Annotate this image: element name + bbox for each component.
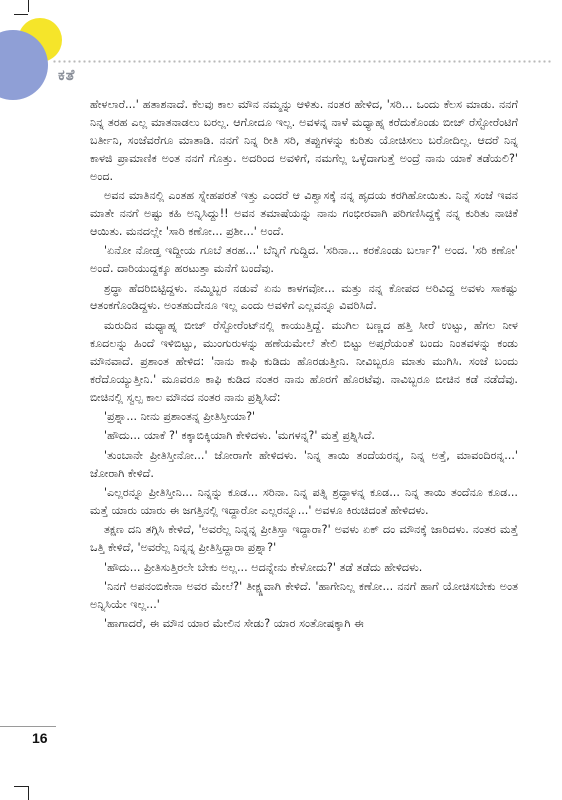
paragraph: ಹೇಳಲಾರೆ...' ಹತಾಶನಾದೆ. ಕೆಲವು ಕಾಲ ಮೌನ ನಮ್ಮನ್ನು ಆಳಿತು. ನಂತರ ಹೇಳಿದ, 'ಸರಿ... ಒಂದು ಕೆಲಸ ಮಾಡು. ನನಗೆ ನಿನ್ನ ತರಹ ಎಲ್ಲ ಮಾತನಾಡಲು ಬರಲ್ಲ. ಆಗೋದೂ ಇಲ್ಲ. ಅವಳನ್ನ ನಾಳೆ ಮಧ್ಯಾಹ್ನ ಕರೆದುಕೊಂಡು ಬೀಚ್ ರೆಸ್ಟೋರೆಂಟಿಗೆ ಬರ್ತೀನಿ, ಸಂಜೆವರೆಗೂ ಮಾತಾಡಿ. ನನಗೆ ನಿನ್ನ ರೀತಿ ಸರಿ, ತಪ್ಪುಗಳನ್ನು ಕುರಿತು ಯೋಚಿಸಲು ಬರೋದಿಲ್ಲ. ಆದರೆ ನಿನ್ನ ಕಾಳಜಿ ಪ್ರಾಮಾಣಿಕ ಅಂತ ನನಗೆ ಗೊತ್ತು. ಅದರಿಂದ ಅವಳಿಗೆ, ನಮಗೆಲ್ಲ ಒಳ್ಳೆದಾಗುತ್ತೆ ಅಂದ್ರೆ ನಾನು ಯಾಕೆ ತಡೆಯಲಿ?' ಅಂದ. bbox=[90, 98, 518, 183]
paragraph: 'ತುಂಬಾನೇ ಪ್ರೀತಿಸ್ತೀನೋ...' ಜೋರಾಗೇ ಹೇಳಿದಳು. 'ನಿನ್ನ ತಾಯಿ ತಂದೆಯರನ್ನ, ನಿನ್ನ ಅತ್ತೆ, ಮಾವಂದಿರನ್ನ...' ಜೋರಾಗಿ ಕೇಳಿದೆ. bbox=[90, 448, 518, 480]
paragraph: 'ಹಾಗಾದರೆ, ಈ ಮೌನ ಯಾರ ಮೇಲಿನ ಸೇಡು? ಯಾರ ಸಂತೋಷಕ್ಕಾಗಿ ಈ bbox=[104, 617, 364, 631]
paragraph: ಶ್ರದ್ಧಾ ಹೆದರಿಬಿಟ್ಟಿದ್ದಳು. ನಮ್ಮಿಬ್ಬರ ನಡುವೆ ಏನು ಕಾಳಗವೋ... ಮತ್ತು ನನ್ನ ಕೋಪದ ಅರಿವಿದ್ದ ಅವಳು ಸಾಕಷ್ಟು ಆತಂಕಗೊಂಡಿದ್ದಳು. ಅಂತಹುದೇನೂ ಇಲ್ಲ ಎಂದು ಅವಳಿಗೆ ಎಲ್ಲವನ್ನೂ ವಿವರಿಸಿದೆ. bbox=[90, 281, 518, 313]
dotted-header-rule bbox=[52, 60, 552, 63]
paragraph: 'ಎಲ್ಲರನ್ನೂ ಪ್ರೀತಿಸ್ತೀನಿ... ನಿನ್ನನ್ನು ಕೂಡ... ಸರಿನಾ. ನಿನ್ನ ಪತ್ನಿ ಶ್ರದ್ಧಾಳನ್ನ ಕೂಡ... ನಿನ್ನ ತಾಯಿ ತಂದೆನೂ ಕೂಡ... ಮತ್ತೆ ಯಾರು ಯಾರು ಈ ಜಗತ್ತಿನಲ್ಲಿ ಇದ್ದಾರೋ ಎಲ್ಲರನ್ನೂ...' ಅವಳೂ ಕಿರುಚಿದಂತೆ ಹೇಳಿದಳು. bbox=[90, 486, 518, 517]
page-number-rule bbox=[0, 726, 56, 727]
crop-mark-top-vertical bbox=[28, 0, 29, 12]
crop-mark-bottom-vertical bbox=[28, 786, 29, 800]
paragraph: 'ನಿನಗೆ ಅಪನಂಬಿಕೇನಾ ಅವರ ಮೇಲೆ?' ತೀಕ್ಷ್ಣವಾಗಿ ಕೇಳಿದೆ. 'ಹಾಗೇನಿಲ್ಲ ಕಣೋ... ನನಗೆ ಹಾಗೆ ಯೋಚಿಸಬೇಕು ಅಂತ ಅನ್ನಿಸಿಯೇ ಇಲ್ಲ...' bbox=[90, 580, 518, 611]
paragraph: ಅವನ ಮಾತಿನಲ್ಲಿ ಎಂತಹ ಸ್ನೇಹಪರತೆ ಇತ್ತು ಎಂದರೆ ಆ ವಿಶ್ವಾಸಕ್ಕೆ ನನ್ನ ಹೃದಯ ಕರಗಿಹೋಯಿತು. ನಿನ್ನೆ ಸಂಜೆ ಇವನ ಮಾತೇ ನನಗೆ ಅಷ್ಟು ಕಹಿ ಅನ್ನಿಸಿದ್ದು!! ಅವನ ತಮಾಷೆಯನ್ನು ನಾನು ಗಂಭೀರವಾಗಿ ಪರಿಗಣಿಸಿದ್ದಕ್ಕೆ ನನ್ನ ಕುರಿತು ನಾಚಿಕೆ ಆಯಿತು. ಮನದಲ್ಲೇ 'ಸಾರಿ ಕಣೋ... ಪ್ರಶೀ...' ಅಂದೆ. bbox=[90, 189, 518, 238]
paragraph: 'ಪ್ರಶ್ನಾ... ನೀನು ಪ್ರಶಾಂತನ್ನ ಪ್ರೀತಿಸ್ತೀಯಾ?' bbox=[104, 409, 256, 423]
section-title: ಕತೆ bbox=[58, 66, 76, 84]
crop-mark-top-horizontal bbox=[14, 14, 28, 15]
paragraph: ಮರುದಿನ ಮಧ್ಯಾಹ್ನ ಬೀಚ್ ರೆಸ್ಟೋರೆಂಟ್‌ನಲ್ಲಿ ಕಾಯುತ್ತಿದ್ದೆ. ಮುಗಿಲ ಬಣ್ಣದ ಹತ್ತಿ ಸೀರೆ ಉಟ್ಟು, ಹೆಗಲ ನೀಳ ಕೂದಲನ್ನು ಹಿಂದೆ ಇಳಿಬಿಟ್ಟು, ಮುಂಗುರುಳನ್ನು ಹಣೆಯಮೇಲೆ ತೇಲಿ ಬಿಟ್ಟು ಅಪ್ಸರೆಯಂತೆ ಬಂದು ನಿಂತವಳನ್ನು ಕಂಡು ಮೌನವಾದೆ. ಪ್ರಶಾಂತ ಹೇಳಿದ: 'ನಾನು ಕಾಫಿ ಕುಡಿದು ಹೊರಡುತ್ತೀನಿ. ನೀವಿಬ್ಬರೂ ಮಾತು ಮುಗಿಸಿ. ಸಂಜೆ ಬಂದು ಕರೆದೊಯ್ಯುತ್ತೀನಿ.' ಮೂವರೂ ಕಾಫಿ ಕುಡಿದ ನಂತರ ನಾನು ಹೊರಗೆ ಹೊರಟೆವು. ನಾವಿಬ್ಬರೂ ಬೀಚಿನ ಕಡೆ ನಡೆದೆವು. ಬೀಚಿನಲ್ಲಿ ಸ್ವಲ್ಪ ಕಾಲ ಮೌನದ ನಂತರ ನಾನು ಪ್ರಶ್ನಿಸಿದೆ: bbox=[90, 318, 518, 404]
paragraph: 'ಏನೋ ನೋಡ್ತ ಇದ್ದೀಯ ಗೂಬೆ ತರಹ...' ಬೆನ್ನಿಗೆ ಗುದ್ದಿದ. 'ಸರಿನಾ... ಕರಕೊಂಡು ಬರ್ಲಾ?' ಅಂದ. 'ಸರಿ ಕಣೋ' ಅಂದೆ. ದಾರಿಯುದ್ದಕ್ಕೂ ಹರಟುತ್ತಾ ಮನೆಗೆ ಬಂದೆವು. bbox=[90, 244, 518, 276]
paragraph: 'ಹೌದು... ಯಾಕೆ ?' ಕಕ್ಕಾಬಿಕ್ಕಿಯಾಗಿ ಕೇಳಿದಳು. 'ಮಗಳನ್ನ?' ಮತ್ತೆ ಪ್ರಶ್ನಿಸಿದೆ. bbox=[104, 429, 375, 443]
story-text bbox=[90, 96, 518, 635]
paragraph: 'ಹೌದು... ಪ್ರೀತಿಸುತ್ತಿರಲೇ ಬೇಕು ಅಲ್ಲ... ಅದನ್ನೇನು ಕೇಳೋದು?' ತಡೆ ತಡೆದು ಹೇಳಿದಳು. bbox=[104, 560, 423, 574]
crop-mark-bottom-horizontal bbox=[14, 786, 28, 787]
paragraph: ತಕ್ಷಣ ದನಿ ತಗ್ಗಿಸಿ ಕೇಳಿದೆ, 'ಅವರೆಲ್ಲ ನಿನ್ನನ್ನ ಪ್ರೀತಿಸ್ತಾ ಇದ್ದಾರಾ?' ಅವಳು ಏಕ್ ದಂ ಮೌನಕ್ಕೆ ಜಾರಿದಳು. ನಂತರ ಮತ್ತೆ ಒತ್ತಿ ಕೇಳಿದೆ, 'ಅವರೆಲ್ಲ ನಿನ್ನನ್ನ ಪ್ರೀತಿಸ್ತಿದ್ದಾರಾ ಪ್ರಶ್ನಾ?' bbox=[90, 523, 518, 555]
page-number: 16 bbox=[32, 730, 48, 746]
